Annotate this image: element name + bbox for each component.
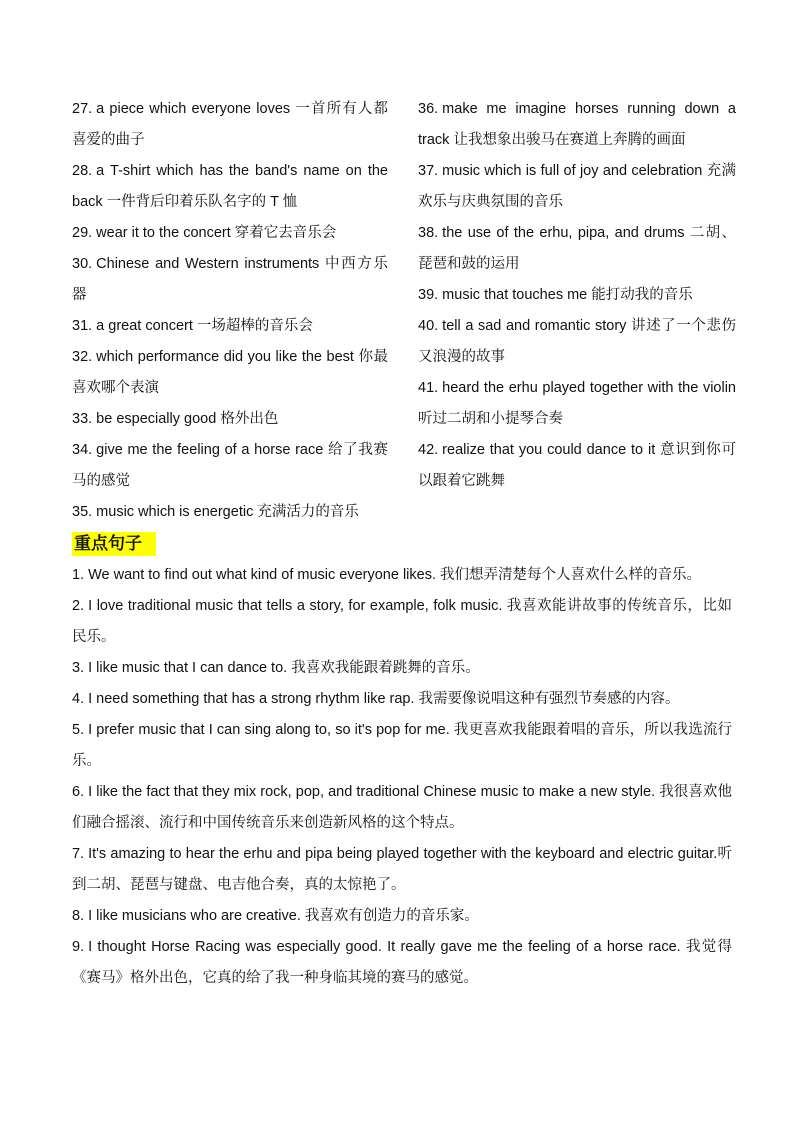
phrase-item <box>418 156 736 218</box>
phrase-number: 29. <box>72 225 93 241</box>
sentence-text: I like musicians who are creative. 我喜欢有创造力的音乐家。 <box>88 908 479 924</box>
phrase-number: 30. <box>72 256 93 272</box>
phrase-item <box>72 342 388 404</box>
sentence-number: 5. <box>72 722 85 738</box>
phrase-number: 35. <box>72 504 93 520</box>
phrase-number: 27. <box>72 101 93 117</box>
phrase-text: make me imagine horses running down a track 让我想象出骏马在赛道上奔腾的画面 <box>418 101 736 148</box>
phrase-number: 33. <box>72 411 93 427</box>
phrase-number: 42. <box>418 442 439 458</box>
phrase-text: the use of the erhu, pipa, and drums 二胡、琵琶和鼓的运用 <box>418 225 736 272</box>
phrase-column-right <box>418 94 736 528</box>
sentence-text: It's amazing to hear the erhu and pipa being played together with the keyboard and electric guitar.听到二胡、琵琶与键盘、电吉他合奏，真的太惊艳了。 <box>72 846 732 893</box>
sentence-text: I need something that has a strong rhythm like rap. 我需要像说唱这种有强烈节奏感的内容。 <box>88 691 680 707</box>
phrase-number: 40. <box>418 318 439 334</box>
phrase-text: music which is full of joy and celebration 充满欢乐与庆典氛围的音乐 <box>418 163 736 210</box>
phrase-number: 38. <box>418 225 439 241</box>
phrase-item <box>418 311 736 373</box>
phrase-text: give me the feeling of a horse race 给了我赛马的感觉 <box>72 442 388 489</box>
phrase-text: a great concert 一场超棒的音乐会 <box>96 318 313 334</box>
phrase-item <box>418 373 736 435</box>
section-heading: 重点句子 <box>72 532 156 556</box>
phrase-item <box>72 311 388 342</box>
phrase-text: be especially good 格外出色 <box>96 411 279 427</box>
phrase-item <box>418 218 736 280</box>
phrase-number: 31. <box>72 318 93 334</box>
phrase-item <box>418 280 736 311</box>
phrase-text: a T-shirt which has the band's name on the back 一件背后印着乐队名字的 T 恤 <box>72 163 388 210</box>
phrase-number: 32. <box>72 349 93 365</box>
key-sentences-section <box>72 532 732 994</box>
phrase-text: wear it to the concert 穿着它去音乐会 <box>96 225 337 241</box>
phrase-text: a piece which everyone loves 一首所有人都喜爱的曲子 <box>72 101 388 148</box>
sentence-item <box>72 653 732 684</box>
phrase-item <box>72 218 388 249</box>
phrase-number: 36. <box>418 101 439 117</box>
sentence-text: I prefer music that I can sing along to, so it's pop for me. 我更喜欢我能跟着唱的音乐，所以我选流行乐。 <box>72 722 732 769</box>
sentence-item <box>72 591 732 653</box>
sentence-item <box>72 684 732 715</box>
sentence-number: 9. <box>72 939 85 955</box>
phrase-text: which performance did you like the best 你最喜欢哪个表演 <box>72 349 388 396</box>
phrase-text: realize that you could dance to it 意识到你可以跟着它跳舞 <box>418 442 736 489</box>
phrase-text: heard the erhu played together with the violin 听过二胡和小提琴合奏 <box>418 380 736 427</box>
sentence-text: I like music that I can dance to. 我喜欢我能跟着跳舞的音乐。 <box>88 660 480 676</box>
sentence-number: 4. <box>72 691 85 707</box>
phrase-column-left <box>72 94 388 528</box>
phrase-text: music which is energetic 充满活力的音乐 <box>96 504 359 520</box>
phrase-text: tell a sad and romantic story 讲述了一个悲伤又浪漫的故事 <box>418 318 736 365</box>
sentence-item <box>72 839 732 901</box>
sentence-item <box>72 777 732 839</box>
phrase-item <box>72 94 388 156</box>
sentence-text: We want to find out what kind of music everyone likes. 我们想弄清楚每个人喜欢什么样的音乐。 <box>88 567 702 583</box>
sentence-number: 8. <box>72 908 85 924</box>
sentence-number: 7. <box>72 846 85 862</box>
sentence-number: 6. <box>72 784 85 800</box>
phrase-item <box>418 435 736 497</box>
sentence-number: 1. <box>72 567 85 583</box>
sentence-text: I thought Horse Racing was especially good. It really gave me the feeling of a horse race. 我觉得《赛马》格外出色，它真的给了我一种身临其境的赛马的感觉。 <box>72 939 732 986</box>
phrase-number: 37. <box>418 163 439 179</box>
sentence-text: I like the fact that they mix rock, pop, and traditional Chinese music to make a new style. 我很喜欢他们融合摇滚、流行和中国传统音乐来创造新风格的这个特点。 <box>72 784 732 831</box>
phrase-text: Chinese and Western instruments 中西方乐器 <box>72 256 388 303</box>
sentence-item <box>72 901 732 932</box>
phrase-number: 28. <box>72 163 93 179</box>
phrase-number: 34. <box>72 442 93 458</box>
sentence-number: 2. <box>72 598 85 614</box>
phrase-item <box>72 404 388 435</box>
sentence-item <box>72 932 732 994</box>
phrase-number: 39. <box>418 287 439 303</box>
phrase-item <box>72 156 388 218</box>
phrase-item <box>72 497 388 528</box>
sentence-item <box>72 560 732 591</box>
phrase-number: 41. <box>418 380 439 396</box>
phrase-columns <box>72 94 736 528</box>
phrase-item <box>418 94 736 156</box>
sentence-text: I love traditional music that tells a story, for example, folk music. 我喜欢能讲故事的传统音乐，比如民乐。 <box>72 598 732 645</box>
phrase-text: music that touches me 能打动我的音乐 <box>442 287 693 303</box>
phrase-item <box>72 435 388 497</box>
sentence-item <box>72 715 732 777</box>
sentence-number: 3. <box>72 660 85 676</box>
phrase-item <box>72 249 388 311</box>
